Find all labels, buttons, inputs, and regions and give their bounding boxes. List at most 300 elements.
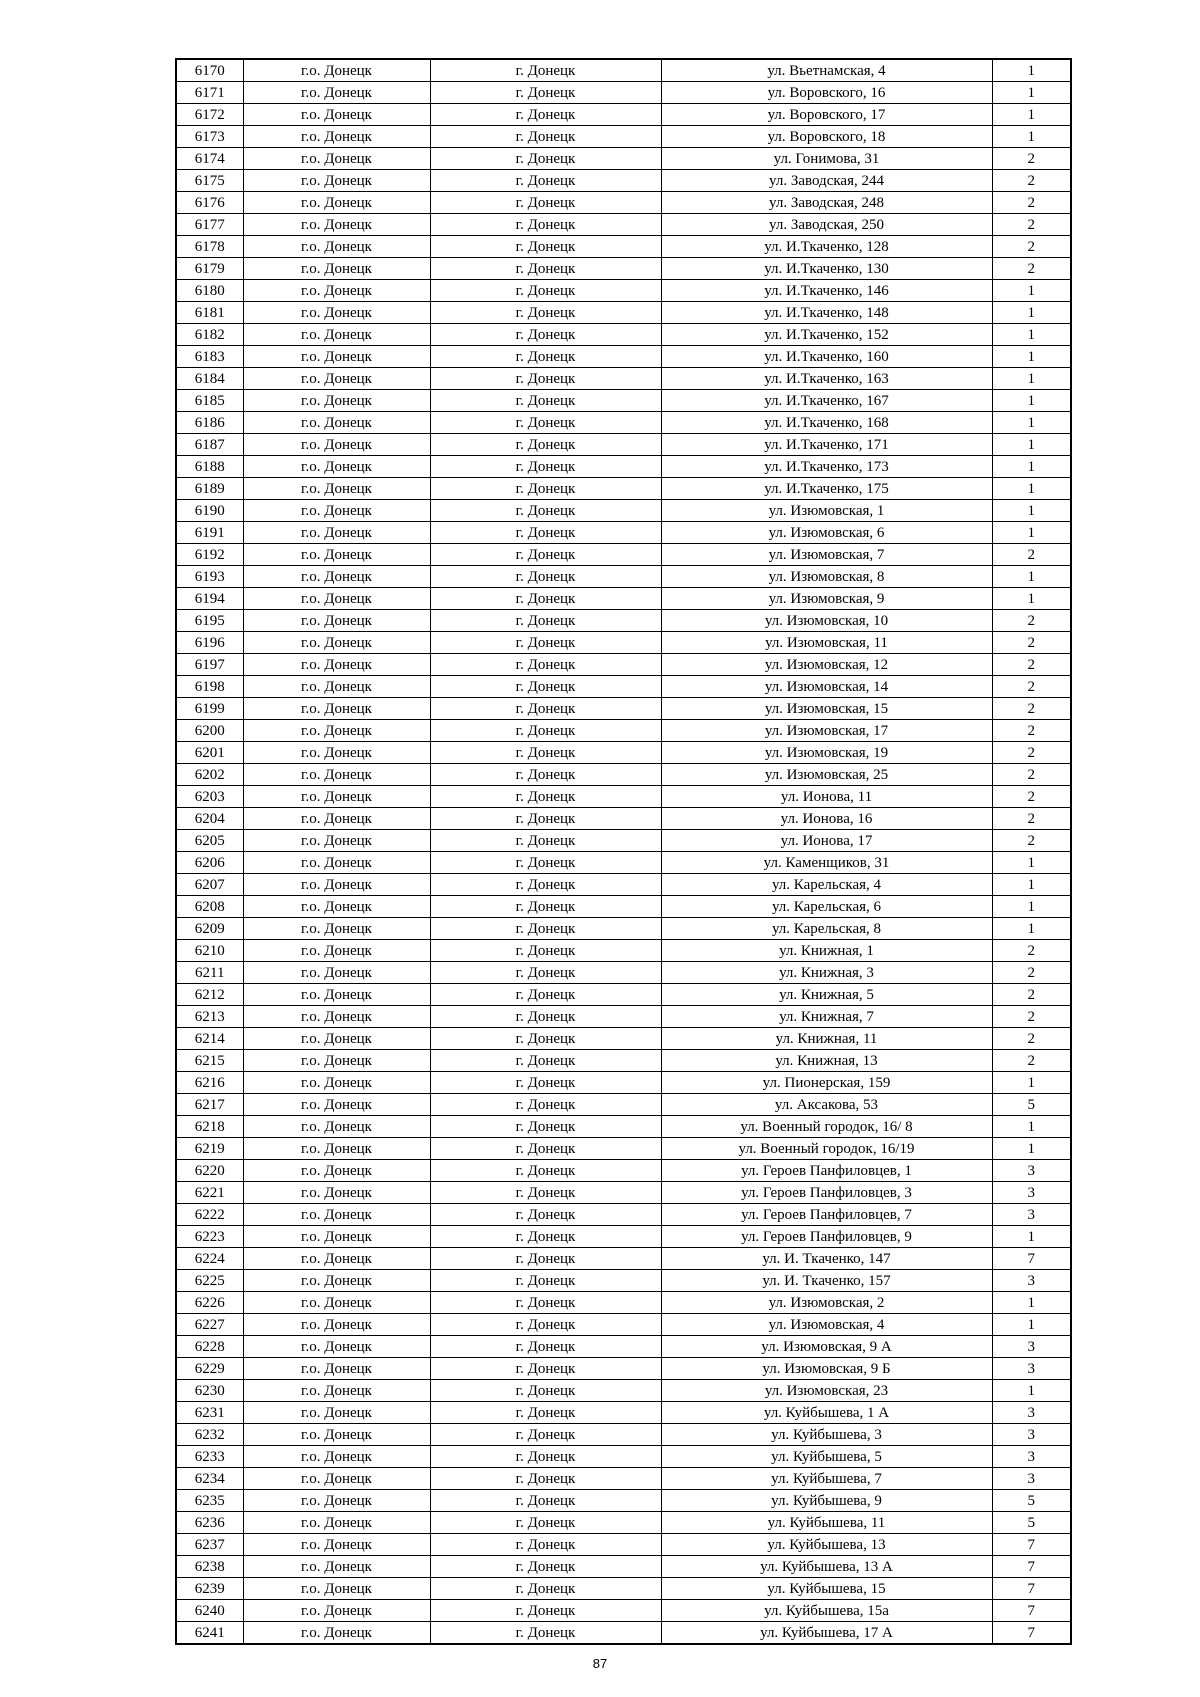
table-row xyxy=(176,280,1071,302)
table-row xyxy=(176,1380,1071,1402)
address-cell: ул. Книжная, 13 xyxy=(661,1050,992,1072)
table-row xyxy=(176,764,1071,786)
district-cell: г.о. Донецк xyxy=(243,544,430,566)
address-cell: ул. Изюмовская, 12 xyxy=(661,654,992,676)
row-number-cell: 6211 xyxy=(176,962,243,984)
address-cell: ул. И.Ткаченко, 171 xyxy=(661,434,992,456)
row-number-cell: 6237 xyxy=(176,1534,243,1556)
district-cell: г.о. Донецк xyxy=(243,1446,430,1468)
count-cell: 2 xyxy=(992,170,1071,192)
address-cell: ул. Изюмовская, 11 xyxy=(661,632,992,654)
city-cell: г. Донецк xyxy=(430,192,661,214)
city-cell: г. Донецк xyxy=(430,1138,661,1160)
district-cell: г.о. Донецк xyxy=(243,720,430,742)
address-cell: ул. Военный городок, 16/19 xyxy=(661,1138,992,1160)
row-number-cell: 6213 xyxy=(176,1006,243,1028)
table-row xyxy=(176,170,1071,192)
table-row xyxy=(176,984,1071,1006)
row-number-cell: 6199 xyxy=(176,698,243,720)
district-cell: г.о. Донецк xyxy=(243,940,430,962)
table-row xyxy=(176,1578,1071,1600)
address-cell: ул. Карельская, 4 xyxy=(661,874,992,896)
table-row xyxy=(176,1270,1071,1292)
city-cell: г. Донецк xyxy=(430,412,661,434)
count-cell: 1 xyxy=(992,1072,1071,1094)
address-cell: ул. Каменщиков, 31 xyxy=(661,852,992,874)
count-cell: 1 xyxy=(992,1138,1071,1160)
row-number-cell: 6189 xyxy=(176,478,243,500)
table-row xyxy=(176,434,1071,456)
table-row xyxy=(176,1446,1071,1468)
address-cell: ул. И.Ткаченко, 175 xyxy=(661,478,992,500)
row-number-cell: 6183 xyxy=(176,346,243,368)
district-cell: г.о. Донецк xyxy=(243,1160,430,1182)
table-row xyxy=(176,1006,1071,1028)
city-cell: г. Донецк xyxy=(430,324,661,346)
count-cell: 2 xyxy=(992,1028,1071,1050)
count-cell: 3 xyxy=(992,1160,1071,1182)
count-cell: 1 xyxy=(992,368,1071,390)
count-cell: 7 xyxy=(992,1534,1071,1556)
city-cell: г. Донецк xyxy=(430,874,661,896)
row-number-cell: 6204 xyxy=(176,808,243,830)
address-cell: ул. Куйбышева, 15а xyxy=(661,1600,992,1622)
address-cell: ул. Карельская, 6 xyxy=(661,896,992,918)
row-number-cell: 6235 xyxy=(176,1490,243,1512)
table-row xyxy=(176,368,1071,390)
row-number-cell: 6209 xyxy=(176,918,243,940)
city-cell: г. Донецк xyxy=(430,522,661,544)
row-number-cell: 6198 xyxy=(176,676,243,698)
count-cell: 2 xyxy=(992,192,1071,214)
row-number-cell: 6201 xyxy=(176,742,243,764)
count-cell: 1 xyxy=(992,1380,1071,1402)
address-cell: ул. Изюмовская, 8 xyxy=(661,566,992,588)
table-row xyxy=(176,412,1071,434)
table-row xyxy=(176,632,1071,654)
row-number-cell: 6200 xyxy=(176,720,243,742)
table-row xyxy=(176,59,1071,82)
city-cell: г. Донецк xyxy=(430,984,661,1006)
row-number-cell: 6173 xyxy=(176,126,243,148)
address-cell: ул. Книжная, 1 xyxy=(661,940,992,962)
city-cell: г. Донецк xyxy=(430,1292,661,1314)
district-cell: г.о. Донецк xyxy=(243,566,430,588)
address-cell: ул. Героев Панфиловцев, 3 xyxy=(661,1182,992,1204)
table-row xyxy=(176,742,1071,764)
table-row xyxy=(176,1336,1071,1358)
district-cell: г.о. Донецк xyxy=(243,1226,430,1248)
count-cell: 2 xyxy=(992,962,1071,984)
address-cell: ул. Изюмовская, 1 xyxy=(661,500,992,522)
address-cell: ул. Изюмовская, 23 xyxy=(661,1380,992,1402)
city-cell: г. Донецк xyxy=(430,1072,661,1094)
city-cell: г. Донецк xyxy=(430,962,661,984)
row-number-cell: 6231 xyxy=(176,1402,243,1424)
table-row xyxy=(176,1556,1071,1578)
count-cell: 7 xyxy=(992,1622,1071,1645)
count-cell: 2 xyxy=(992,830,1071,852)
row-number-cell: 6223 xyxy=(176,1226,243,1248)
city-cell: г. Донецк xyxy=(430,1160,661,1182)
page-number: 87 xyxy=(592,1656,608,1671)
count-cell: 3 xyxy=(992,1402,1071,1424)
address-cell: ул. И.Ткаченко, 148 xyxy=(661,302,992,324)
address-cell: ул. Изюмовская, 19 xyxy=(661,742,992,764)
row-number-cell: 6175 xyxy=(176,170,243,192)
count-cell: 1 xyxy=(992,1226,1071,1248)
count-cell: 1 xyxy=(992,390,1071,412)
address-cell: ул. Изюмовская, 4 xyxy=(661,1314,992,1336)
address-cell: ул. Изюмовская, 9 А xyxy=(661,1336,992,1358)
city-cell: г. Донецк xyxy=(430,478,661,500)
row-number-cell: 6202 xyxy=(176,764,243,786)
row-number-cell: 6212 xyxy=(176,984,243,1006)
district-cell: г.о. Донецк xyxy=(243,324,430,346)
address-cell: ул. Героев Панфиловцев, 1 xyxy=(661,1160,992,1182)
table-row xyxy=(176,1028,1071,1050)
table-row xyxy=(176,720,1071,742)
address-cell: ул. И.Ткаченко, 168 xyxy=(661,412,992,434)
table-row xyxy=(176,896,1071,918)
count-cell: 2 xyxy=(992,786,1071,808)
row-number-cell: 6197 xyxy=(176,654,243,676)
row-number-cell: 6185 xyxy=(176,390,243,412)
count-cell: 1 xyxy=(992,852,1071,874)
row-number-cell: 6191 xyxy=(176,522,243,544)
count-cell: 2 xyxy=(992,632,1071,654)
row-number-cell: 6194 xyxy=(176,588,243,610)
count-cell: 5 xyxy=(992,1512,1071,1534)
table-row xyxy=(176,1226,1071,1248)
address-cell: ул. Куйбышева, 3 xyxy=(661,1424,992,1446)
district-cell: г.о. Донецк xyxy=(243,632,430,654)
district-cell: г.о. Донецк xyxy=(243,742,430,764)
address-cell: ул. Куйбышева, 15 xyxy=(661,1578,992,1600)
row-number-cell: 6239 xyxy=(176,1578,243,1600)
count-cell: 1 xyxy=(992,59,1071,82)
row-number-cell: 6186 xyxy=(176,412,243,434)
count-cell: 2 xyxy=(992,698,1071,720)
row-number-cell: 6172 xyxy=(176,104,243,126)
address-cell: ул. Изюмовская, 25 xyxy=(661,764,992,786)
count-cell: 1 xyxy=(992,1314,1071,1336)
address-cell: ул. И.Ткаченко, 167 xyxy=(661,390,992,412)
table-row xyxy=(176,1600,1071,1622)
count-cell: 2 xyxy=(992,214,1071,236)
city-cell: г. Донецк xyxy=(430,786,661,808)
city-cell: г. Донецк xyxy=(430,82,661,104)
address-registry-table xyxy=(175,58,1072,1645)
city-cell: г. Донецк xyxy=(430,280,661,302)
district-cell: г.о. Донецк xyxy=(243,1534,430,1556)
address-cell: ул. Изюмовская, 9 Б xyxy=(661,1358,992,1380)
city-cell: г. Донецк xyxy=(430,588,661,610)
city-cell: г. Донецк xyxy=(430,1622,661,1645)
table-row xyxy=(176,830,1071,852)
district-cell: г.о. Донецк xyxy=(243,1336,430,1358)
row-number-cell: 6226 xyxy=(176,1292,243,1314)
city-cell: г. Донецк xyxy=(430,126,661,148)
count-cell: 1 xyxy=(992,918,1071,940)
district-cell: г.о. Донецк xyxy=(243,918,430,940)
district-cell: г.о. Донецк xyxy=(243,852,430,874)
row-number-cell: 6177 xyxy=(176,214,243,236)
district-cell: г.о. Донецк xyxy=(243,1468,430,1490)
district-cell: г.о. Донецк xyxy=(243,214,430,236)
table-row xyxy=(176,1358,1071,1380)
district-cell: г.о. Донецк xyxy=(243,346,430,368)
district-cell: г.о. Донецк xyxy=(243,1072,430,1094)
district-cell: г.о. Донецк xyxy=(243,1204,430,1226)
count-cell: 3 xyxy=(992,1204,1071,1226)
address-cell: ул. И.Ткаченко, 146 xyxy=(661,280,992,302)
city-cell: г. Донецк xyxy=(430,1094,661,1116)
row-number-cell: 6190 xyxy=(176,500,243,522)
city-cell: г. Донецк xyxy=(430,1402,661,1424)
city-cell: г. Донецк xyxy=(430,654,661,676)
district-cell: г.о. Донецк xyxy=(243,676,430,698)
count-cell: 1 xyxy=(992,478,1071,500)
row-number-cell: 6182 xyxy=(176,324,243,346)
row-number-cell: 6180 xyxy=(176,280,243,302)
district-cell: г.о. Донецк xyxy=(243,456,430,478)
city-cell: г. Донецк xyxy=(430,808,661,830)
count-cell: 1 xyxy=(992,588,1071,610)
table-row xyxy=(176,1622,1071,1645)
city-cell: г. Донецк xyxy=(430,1600,661,1622)
city-cell: г. Донецк xyxy=(430,170,661,192)
row-number-cell: 6238 xyxy=(176,1556,243,1578)
row-number-cell: 6184 xyxy=(176,368,243,390)
city-cell: г. Донецк xyxy=(430,346,661,368)
row-number-cell: 6205 xyxy=(176,830,243,852)
table-row xyxy=(176,1248,1071,1270)
table-row xyxy=(176,918,1071,940)
city-cell: г. Донецк xyxy=(430,742,661,764)
table-row xyxy=(176,236,1071,258)
city-cell: г. Донецк xyxy=(430,1006,661,1028)
count-cell: 7 xyxy=(992,1578,1071,1600)
city-cell: г. Донецк xyxy=(430,214,661,236)
address-cell: ул. И.Ткаченко, 128 xyxy=(661,236,992,258)
count-cell: 2 xyxy=(992,940,1071,962)
count-cell: 7 xyxy=(992,1556,1071,1578)
address-cell: ул. И. Ткаченко, 147 xyxy=(661,1248,992,1270)
address-cell: ул. И. Ткаченко, 157 xyxy=(661,1270,992,1292)
city-cell: г. Донецк xyxy=(430,676,661,698)
count-cell: 2 xyxy=(992,1050,1071,1072)
district-cell: г.о. Донецк xyxy=(243,1050,430,1072)
city-cell: г. Донецк xyxy=(430,1556,661,1578)
district-cell: г.о. Донецк xyxy=(243,1512,430,1534)
count-cell: 1 xyxy=(992,522,1071,544)
address-cell: ул. Изюмовская, 7 xyxy=(661,544,992,566)
address-cell: ул. Куйбышева, 13 А xyxy=(661,1556,992,1578)
count-cell: 7 xyxy=(992,1248,1071,1270)
table-row xyxy=(176,1314,1071,1336)
table-row xyxy=(176,588,1071,610)
address-cell: ул. И.Ткаченко, 173 xyxy=(661,456,992,478)
table-row xyxy=(176,522,1071,544)
city-cell: г. Донецк xyxy=(430,59,661,82)
city-cell: г. Донецк xyxy=(430,500,661,522)
district-cell: г.о. Донецк xyxy=(243,390,430,412)
city-cell: г. Донецк xyxy=(430,368,661,390)
row-number-cell: 6222 xyxy=(176,1204,243,1226)
address-cell: ул. Ионова, 17 xyxy=(661,830,992,852)
district-cell: г.о. Донецк xyxy=(243,698,430,720)
district-cell: г.о. Донецк xyxy=(243,808,430,830)
city-cell: г. Донецк xyxy=(430,1446,661,1468)
district-cell: г.о. Донецк xyxy=(243,1622,430,1645)
table-row xyxy=(176,302,1071,324)
row-number-cell: 6232 xyxy=(176,1424,243,1446)
row-number-cell: 6233 xyxy=(176,1446,243,1468)
count-cell: 1 xyxy=(992,500,1071,522)
city-cell: г. Донецк xyxy=(430,1380,661,1402)
city-cell: г. Донецк xyxy=(430,1204,661,1226)
address-cell: ул. Воровского, 17 xyxy=(661,104,992,126)
table-row xyxy=(176,1292,1071,1314)
address-cell: ул. Заводская, 250 xyxy=(661,214,992,236)
count-cell: 3 xyxy=(992,1270,1071,1292)
table-row xyxy=(176,346,1071,368)
table-row xyxy=(176,1512,1071,1534)
table-row xyxy=(176,1094,1071,1116)
district-cell: г.о. Донецк xyxy=(243,500,430,522)
table-row xyxy=(176,676,1071,698)
count-cell: 2 xyxy=(992,742,1071,764)
count-cell: 1 xyxy=(992,566,1071,588)
table-row xyxy=(176,962,1071,984)
district-cell: г.о. Донецк xyxy=(243,82,430,104)
table-row xyxy=(176,566,1071,588)
row-number-cell: 6219 xyxy=(176,1138,243,1160)
table-row xyxy=(176,874,1071,896)
district-cell: г.о. Донецк xyxy=(243,830,430,852)
count-cell: 3 xyxy=(992,1336,1071,1358)
district-cell: г.о. Донецк xyxy=(243,1358,430,1380)
address-cell: ул. Воровского, 18 xyxy=(661,126,992,148)
count-cell: 2 xyxy=(992,610,1071,632)
row-number-cell: 6178 xyxy=(176,236,243,258)
count-cell: 2 xyxy=(992,984,1071,1006)
address-cell: ул. Книжная, 7 xyxy=(661,1006,992,1028)
row-number-cell: 6181 xyxy=(176,302,243,324)
count-cell: 1 xyxy=(992,126,1071,148)
table-row xyxy=(176,1534,1071,1556)
count-cell: 7 xyxy=(992,1600,1071,1622)
city-cell: г. Донецк xyxy=(430,390,661,412)
row-number-cell: 6214 xyxy=(176,1028,243,1050)
district-cell: г.о. Донецк xyxy=(243,412,430,434)
row-number-cell: 6241 xyxy=(176,1622,243,1645)
row-number-cell: 6193 xyxy=(176,566,243,588)
row-number-cell: 6203 xyxy=(176,786,243,808)
count-cell: 1 xyxy=(992,346,1071,368)
district-cell: г.о. Донецк xyxy=(243,1314,430,1336)
district-cell: г.о. Донецк xyxy=(243,170,430,192)
table-row xyxy=(176,1204,1071,1226)
table-row xyxy=(176,654,1071,676)
city-cell: г. Донецк xyxy=(430,918,661,940)
row-number-cell: 6230 xyxy=(176,1380,243,1402)
district-cell: г.о. Донецк xyxy=(243,1578,430,1600)
row-number-cell: 6220 xyxy=(176,1160,243,1182)
city-cell: г. Донецк xyxy=(430,1270,661,1292)
address-cell: ул. Гонимова, 31 xyxy=(661,148,992,170)
city-cell: г. Донецк xyxy=(430,236,661,258)
count-cell: 1 xyxy=(992,896,1071,918)
address-cell: ул. Куйбышева, 7 xyxy=(661,1468,992,1490)
row-number-cell: 6228 xyxy=(176,1336,243,1358)
table-row xyxy=(176,1402,1071,1424)
address-cell: ул. Военный городок, 16/ 8 xyxy=(661,1116,992,1138)
row-number-cell: 6170 xyxy=(176,59,243,82)
table-row xyxy=(176,1468,1071,1490)
city-cell: г. Донецк xyxy=(430,1490,661,1512)
row-number-cell: 6225 xyxy=(176,1270,243,1292)
district-cell: г.о. Донецк xyxy=(243,192,430,214)
district-cell: г.о. Донецк xyxy=(243,1490,430,1512)
address-cell: ул. И.Ткаченко, 152 xyxy=(661,324,992,346)
district-cell: г.о. Донецк xyxy=(243,1556,430,1578)
district-cell: г.о. Донецк xyxy=(243,610,430,632)
address-cell: ул. Карельская, 8 xyxy=(661,918,992,940)
row-number-cell: 6192 xyxy=(176,544,243,566)
address-cell: ул. И.Ткаченко, 130 xyxy=(661,258,992,280)
city-cell: г. Донецк xyxy=(430,698,661,720)
address-cell: ул. Куйбышева, 1 А xyxy=(661,1402,992,1424)
row-number-cell: 6188 xyxy=(176,456,243,478)
count-cell: 1 xyxy=(992,1292,1071,1314)
city-cell: г. Донецк xyxy=(430,1050,661,1072)
district-cell: г.о. Донецк xyxy=(243,984,430,1006)
district-cell: г.о. Донецк xyxy=(243,588,430,610)
city-cell: г. Донецк xyxy=(430,1028,661,1050)
registry-table-body xyxy=(176,59,1071,1644)
district-cell: г.о. Донецк xyxy=(243,896,430,918)
address-cell: ул. Пионерская, 159 xyxy=(661,1072,992,1094)
city-cell: г. Донецк xyxy=(430,830,661,852)
city-cell: г. Донецк xyxy=(430,1314,661,1336)
district-cell: г.о. Донецк xyxy=(243,1402,430,1424)
district-cell: г.о. Донецк xyxy=(243,1006,430,1028)
district-cell: г.о. Донецк xyxy=(243,522,430,544)
count-cell: 1 xyxy=(992,280,1071,302)
row-number-cell: 6207 xyxy=(176,874,243,896)
district-cell: г.о. Донецк xyxy=(243,786,430,808)
table-row xyxy=(176,1160,1071,1182)
address-cell: ул. Куйбышева, 13 xyxy=(661,1534,992,1556)
address-cell: ул. Героев Панфиловцев, 7 xyxy=(661,1204,992,1226)
city-cell: г. Донецк xyxy=(430,1424,661,1446)
row-number-cell: 6234 xyxy=(176,1468,243,1490)
city-cell: г. Донецк xyxy=(430,610,661,632)
address-cell: ул. Ионова, 11 xyxy=(661,786,992,808)
district-cell: г.о. Донецк xyxy=(243,1116,430,1138)
address-cell: ул. Изюмовская, 17 xyxy=(661,720,992,742)
city-cell: г. Донецк xyxy=(430,148,661,170)
row-number-cell: 6208 xyxy=(176,896,243,918)
row-number-cell: 6227 xyxy=(176,1314,243,1336)
district-cell: г.о. Донецк xyxy=(243,104,430,126)
row-number-cell: 6210 xyxy=(176,940,243,962)
city-cell: г. Донецк xyxy=(430,896,661,918)
address-cell: ул. Изюмовская, 15 xyxy=(661,698,992,720)
address-cell: ул. Изюмовская, 2 xyxy=(661,1292,992,1314)
